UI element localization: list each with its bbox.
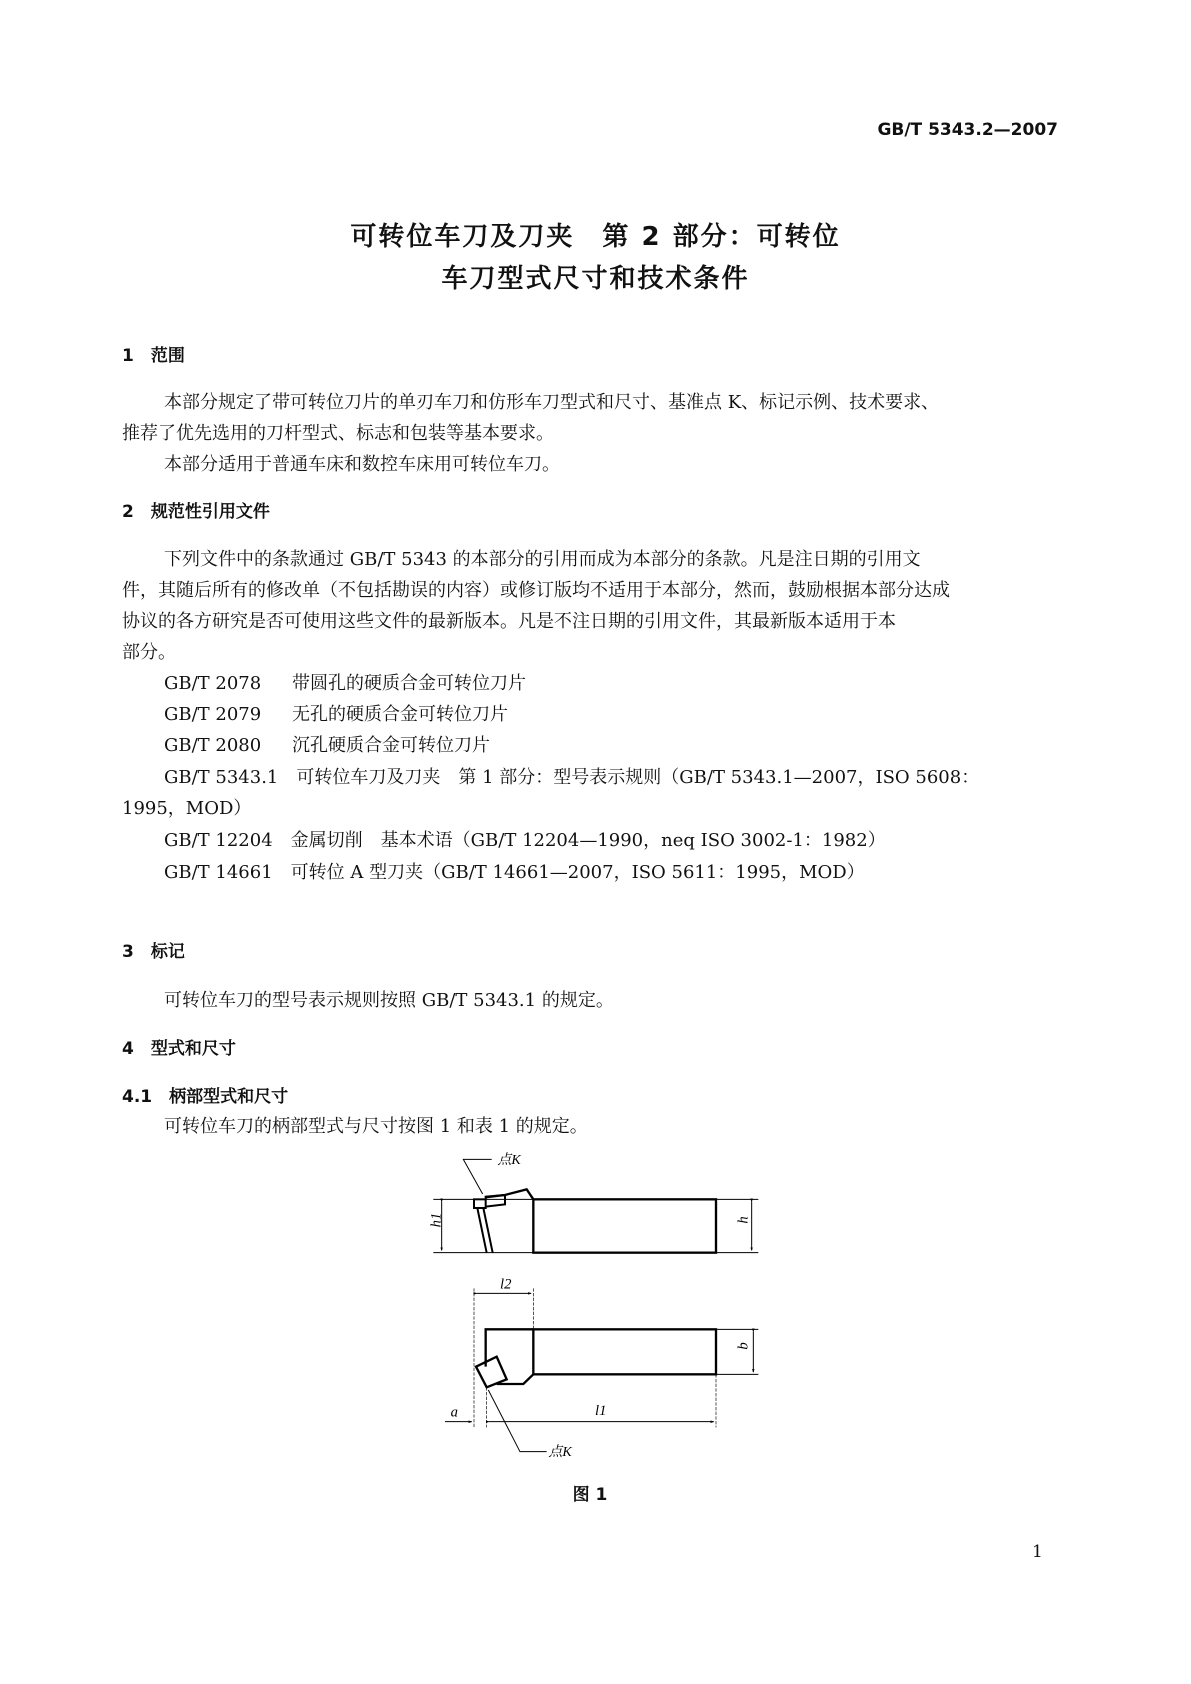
section-4-1-heading <box>122 1085 288 1109</box>
reference-code: GB/T 14661 <box>164 862 273 883</box>
section-1-heading <box>122 344 185 368</box>
reference-title: 金属切削 基本术语（GB/T 12204—1990，neq ISO 3002-1：1982） <box>290 830 886 851</box>
section-4-heading <box>122 1037 236 1061</box>
section-title: 柄部型式和尺寸 <box>169 1087 289 1107</box>
section-3-heading <box>122 940 185 964</box>
paragraph-line: 可转位车刀的型号表示规则按照 GB/T 5343.1 的规定。 <box>164 990 614 1011</box>
dimension-h-label: h <box>735 1216 752 1224</box>
section-number: 2 <box>122 502 134 522</box>
dimension-a-label: a <box>450 1404 458 1421</box>
figure-1-tool-drawing <box>420 1140 780 1480</box>
section-2-heading <box>122 500 270 524</box>
reference-item <box>164 734 490 758</box>
reference-code: GB/T 2079 <box>164 704 262 725</box>
paragraph-line: 协议的各方研究是否可使用这些文件的最新版本。凡是不注日期的引用文件，其最新版本适用于本 <box>122 611 896 632</box>
reference-title: 可转位 A 型刀夹（GB/T 14661—2007，ISO 5611：1995，MOD） <box>290 862 865 883</box>
section-number: 1 <box>122 346 134 366</box>
paragraph-line: 本部分适用于普通车床和数控车床用可转位车刀。 <box>164 454 560 475</box>
reference-item <box>164 766 979 790</box>
dimension-l2-label: l2 <box>500 1276 512 1293</box>
reference-code: GB/T 2078 <box>164 673 262 694</box>
standard-number: GB/T 5343.2—2007 <box>877 120 1058 140</box>
paragraph-line: 可转位车刀的柄部型式与尺寸按图 1 和表 1 的规定。 <box>164 1116 588 1137</box>
reference-item <box>164 829 886 853</box>
reference-item <box>164 861 865 885</box>
page-number: 1 <box>1032 1542 1043 1562</box>
paragraph-line: 件，其随后所有的修改单（不包括勘误的内容）或修订版均不适用于本部分，然而，鼓励根据本部分达成 <box>122 580 950 601</box>
point-k-label: 点K <box>548 1445 572 1460</box>
side-view <box>433 1159 758 1252</box>
reference-code: GB/T 2080 <box>164 735 262 756</box>
reference-title: 可转位车刀及刀夹 第 1 部分：型号表示规则（GB/T 5343.1—2007，ISO 5608： <box>296 767 980 788</box>
dimension-h1-label: h1 <box>428 1212 445 1228</box>
reference-title: 带圆孔的硬质合金可转位刀片 <box>292 673 526 694</box>
section-title: 标记 <box>150 942 185 962</box>
reference-item <box>164 703 508 727</box>
reference-title: 无孔的硬质合金可转位刀片 <box>292 704 508 725</box>
dimension-b-label: b <box>735 1342 752 1350</box>
paragraph-line: 部分。 <box>122 642 176 663</box>
section-title: 范围 <box>150 346 185 366</box>
section-number: 4 <box>122 1039 134 1059</box>
paragraph-line: 推荐了优先选用的刀杆型式、标志和包装等基本要求。 <box>122 423 554 444</box>
section-title: 规范性引用文件 <box>150 502 270 522</box>
section-title: 型式和尺寸 <box>150 1039 236 1059</box>
reference-code: GB/T 5343.1 <box>164 767 279 788</box>
paragraph-line: 本部分规定了带可转位刀片的单刃车刀和仿形车刀型式和尺寸、基准点 K、标记示例、技术要求、 <box>164 392 940 413</box>
point-k-label: 点K <box>497 1153 521 1168</box>
plan-view <box>445 1288 758 1451</box>
dimension-l1-label: l1 <box>595 1403 607 1419</box>
section-number: 3 <box>122 942 134 962</box>
reference-title: 沉孔硬质合金可转位刀片 <box>292 735 490 756</box>
reference-item <box>164 672 526 696</box>
section-number: 4.1 <box>122 1087 153 1107</box>
reference-continuation: 1995，MOD） <box>122 798 252 819</box>
document-title-line2: 车刀型式尺寸和技术条件 <box>441 264 750 294</box>
paragraph-line: 下列文件中的条款通过 GB/T 5343 的本部分的引用而成为本部分的条款。凡是注日期的引用文 <box>164 549 921 570</box>
reference-code: GB/T 12204 <box>164 830 273 851</box>
figure-caption: 图 1 <box>572 1485 608 1505</box>
document-title-line1: 可转位车刀及刀夹 第 2 部分：可转位 <box>350 222 841 252</box>
